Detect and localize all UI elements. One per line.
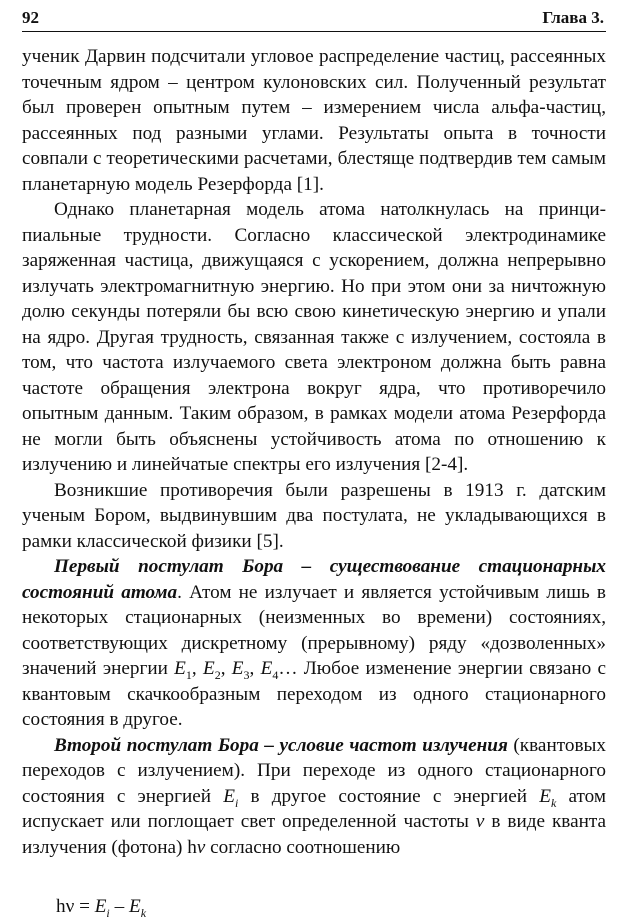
- energy-symbol: E: [539, 785, 551, 807]
- subscript: 3: [243, 667, 250, 682]
- formula-subscript-k: k: [140, 905, 147, 920]
- formula-subscript-i: i: [106, 905, 110, 920]
- chapter-title: Глава 3.: [542, 8, 604, 27]
- separator: ,: [220, 658, 232, 679]
- energy-symbol: E: [174, 658, 186, 679]
- second-postulate-text-end: согласно соотношению: [205, 836, 401, 858]
- subscript: 4: [272, 667, 279, 682]
- first-postulate-title: Первый постулат Бора – существование стационарных состояний атома: [22, 556, 606, 603]
- second-postulate-text: в виде кванта излучения (фотона) h: [22, 811, 606, 858]
- subscript-k: k: [550, 795, 557, 810]
- second-postulate-text: (квантовых переходов с излучением). При переходе из одного стационарного состояния с энергией: [22, 734, 606, 807]
- first-postulate-text-end: Любое изменение энергии связано с квантовым скачкообразным переходом из одного стационарного состояния в другое.: [22, 658, 607, 730]
- formula-energy: E: [128, 896, 141, 917]
- energy-symbol: E: [231, 658, 244, 679]
- energy-symbol: E: [202, 658, 215, 679]
- page-number: 92: [22, 8, 39, 27]
- paragraph-second-postulate: [22, 733, 606, 861]
- paragraph-3: Возникшие противоречия были разрешены в 1913 г. датским ученым Бором, выдвинувшим два постулата, не укладывающихся в рамки классической физики [5].: [22, 479, 606, 552]
- bohr-frequency-formula: [56, 896, 606, 918]
- formula-minus: –: [109, 896, 129, 917]
- frequency-symbol: ν: [196, 836, 206, 858]
- paragraph-first-postulate: [22, 554, 606, 733]
- subscript: 2: [214, 667, 221, 682]
- subscript-i: i: [234, 795, 239, 810]
- separator: ,: [191, 658, 203, 679]
- energy-symbol: E: [223, 785, 235, 807]
- formula-lhs: hν =: [56, 896, 95, 917]
- second-postulate-title: Второй постулат Бора – условие частот излучения: [54, 734, 508, 756]
- separator: ,: [249, 658, 261, 679]
- paragraph-1: ученик Дарвин подсчитали угловое распределение частиц, рассеянных точечным ядром – центром кулоновских сил. Полученный результат был проверен опытным путем – измерением числа альфа-частиц, рассеянных под разными углами. Результаты опыта в точности совпали с теоретическими расчетами, блестяще подтвердив тем самым планетарную модель Резерфорда [1].: [22, 46, 606, 195]
- formula-energy: E: [94, 896, 107, 917]
- body-text: [22, 44, 606, 860]
- paragraph-2: Однако планетарная модель атома натолкнулась на принципиальные трудности. Согласно классической электродинамике заряженная частица, движущаяся с ускорением, должна непрерывно излучать электромагнитную энергию. Но при этом они за ничтожную долю секунды потеряли бы всю свою кинетическую энергию и упали на ядро. Другая трудность, связанная также с излучением, состояла в том, что частота излучаемого света электроном должна быть равна частоте обращения электрона вокруг ядра, что противоречило опытным данным. Таким образом, в рамках модели атома Резерфорда не могли быть объяснены устойчивость атома по отношению к излучению и линейчатые спектры его излучения [2-4].: [22, 199, 606, 475]
- running-header: [22, 8, 606, 32]
- ellipsis: …: [278, 658, 298, 679]
- second-postulate-text: атом испускает или поглощает свет определенной частоты: [22, 785, 606, 832]
- subscript: 1: [185, 667, 192, 682]
- first-postulate-text: . Атом не излучает и является устойчивым лишь в некоторых стационарных (неизменных во времени) состояниях, соответствующих дискретному (прерывному) ряду «дозволенных» значений энергии: [22, 581, 606, 679]
- energy-symbol: E: [260, 658, 273, 679]
- second-postulate-text: в другое состояние с энергией: [238, 785, 540, 807]
- frequency-symbol: ν: [475, 811, 485, 832]
